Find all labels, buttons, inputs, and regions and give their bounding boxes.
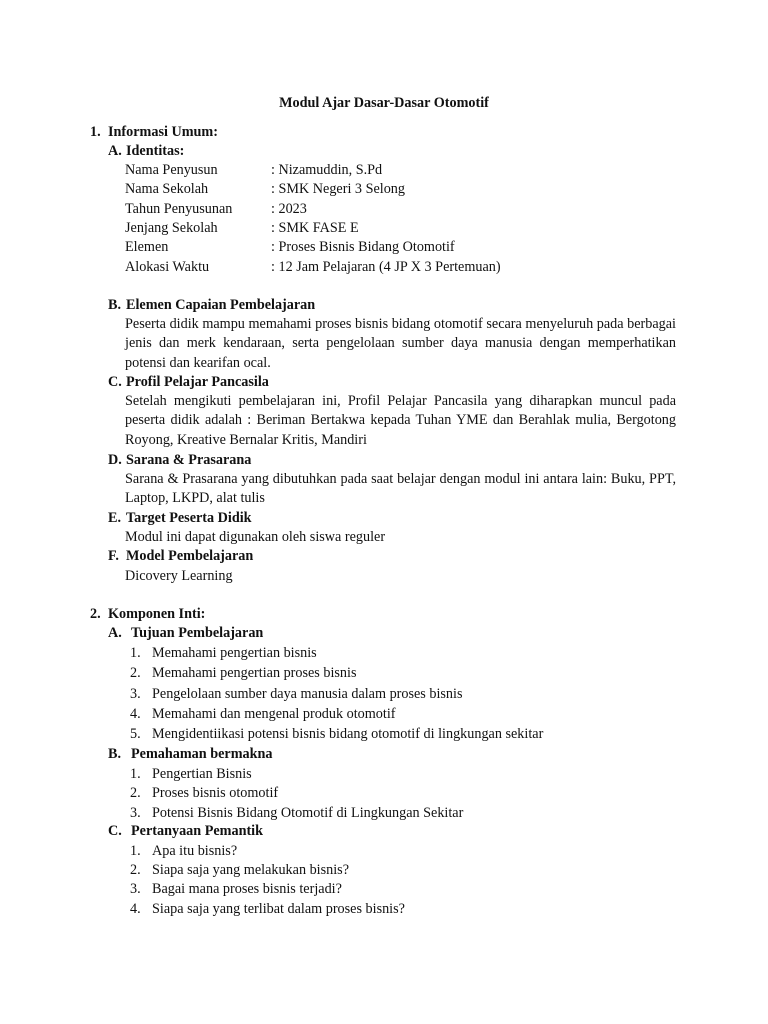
list-number: 4. (130, 706, 141, 722)
identity-label: Tahun Penyusunan (125, 201, 233, 217)
identity-row (125, 180, 405, 199)
subsection-heading: Target Peserta Didik (126, 510, 252, 526)
identity-row (125, 219, 359, 238)
subsection-paragraph: Sarana & Prasarana yang dibutuhkan pada saat belajar dengan modul ini antara lain: Buku, PPT, Laptop, LKPD, alat tulis (125, 471, 676, 507)
subsection-letter: A. (108, 625, 122, 641)
section-2-heading: Komponen Inti: (108, 606, 206, 622)
subsection-heading: Pertanyaan Pemantik (131, 823, 264, 839)
document-title: Modul Ajar Dasar-Dasar Otomotif (279, 95, 489, 111)
subsection-letter: C. (108, 823, 122, 839)
list-number: 5. (130, 726, 141, 742)
list-number: 1. (130, 645, 141, 661)
list-text: Apa itu bisnis? (152, 843, 238, 859)
list-number: 2. (130, 862, 141, 878)
list-text: Pengelolaan sumber daya manusia dalam proses bisnis (152, 686, 463, 702)
list-number: 2. (130, 665, 141, 681)
list-number: 3. (130, 881, 141, 897)
subsection-letter: B. (108, 297, 122, 313)
identity-label: Jenjang Sekolah (125, 220, 218, 236)
subsection-heading: Profil Pelajar Pancasila (126, 374, 269, 390)
identitas-heading: Identitas: (126, 143, 185, 159)
list-text: Mengidentiikasi potensi bisnis bidang otomotif di lingkungan sekitar (152, 726, 544, 742)
list-text: Memahami dan mengenal produk otomotif (152, 706, 396, 722)
list-number: 3. (130, 805, 141, 821)
subsection-heading: Sarana & Prasarana (126, 452, 252, 468)
subsection-paragraph: Modul ini dapat digunakan oleh siswa reguler (125, 529, 386, 545)
identity-value: : 12 Jam Pelajaran (4 JP X 3 Pertemuan) (271, 259, 501, 275)
list-text: Potensi Bisnis Bidang Otomotif di Lingkungan Sekitar (152, 805, 464, 821)
section-2-number: 2. (90, 606, 101, 622)
subsection-letter: D. (108, 452, 122, 468)
subsection-heading: Tujuan Pembelajaran (131, 625, 264, 641)
subsection-heading: Model Pembelajaran (126, 548, 254, 564)
list-text: Siapa saja yang terlibat dalam proses bisnis? (152, 901, 405, 917)
subsection-letter: B. (108, 746, 122, 762)
identity-value: : 2023 (271, 201, 307, 217)
identity-value: : Proses Bisnis Bidang Otomotif (271, 239, 455, 255)
identity-label: Elemen (125, 239, 169, 255)
identity-row (125, 200, 307, 219)
list-number: 2. (130, 785, 141, 801)
identity-label: Alokasi Waktu (125, 259, 210, 275)
section-1-heading: Informasi Umum: (108, 124, 218, 140)
identity-row (125, 161, 382, 180)
list-text: Bagai mana proses bisnis terjadi? (152, 881, 342, 897)
subsection-heading: Pemahaman bermakna (131, 746, 273, 762)
list-text: Memahami pengertian proses bisnis (152, 665, 357, 681)
identity-value: : SMK Negeri 3 Selong (271, 181, 405, 197)
subsection-letter: E. (108, 510, 122, 526)
identity-label: Nama Sekolah (125, 181, 209, 197)
list-number: 4. (130, 901, 141, 917)
list-text: Siapa saja yang melakukan bisnis? (152, 862, 349, 878)
subsection-paragraph: Peserta didik mampu memahami proses bisnis bidang otomotif secara menyeluruh pada berbagai jenis dan merk kendaraan, serta pengelolaan sumber daya manusia dengan memperhatikan potensi dan kearifan ocal. (125, 316, 676, 371)
identity-row (125, 258, 501, 277)
identity-value: : Nizamuddin, S.Pd (271, 162, 383, 178)
list-text: Proses bisnis otomotif (152, 785, 279, 801)
list-text: Pengertian Bisnis (152, 766, 252, 782)
subsection-heading: Elemen Capaian Pembelajaran (126, 297, 316, 313)
subsection-paragraph: Dicovery Learning (125, 568, 233, 584)
list-number: 3. (130, 686, 141, 702)
identity-row (125, 238, 455, 257)
subsection-letter: F. (108, 548, 119, 564)
list-text: Memahami pengertian bisnis (152, 645, 317, 661)
subsection-paragraph: Setelah mengikuti pembelajaran ini, Profil Pelajar Pancasila yang diharapkan muncul pada peserta didik adalah : Beriman Bertakwa kepada Tuhan YME dan Berahlak mulia, Bergotong Royong, Kreative Bernalar Kritis, Mandiri (125, 393, 676, 448)
section-1-number: 1. (90, 124, 101, 140)
identitas-letter: A. (108, 143, 122, 159)
list-number: 1. (130, 843, 141, 859)
subsection-letter: C. (108, 374, 122, 390)
identity-label: Nama Penyusun (125, 162, 218, 178)
identity-value: : SMK FASE E (271, 220, 359, 236)
list-number: 1. (130, 766, 141, 782)
